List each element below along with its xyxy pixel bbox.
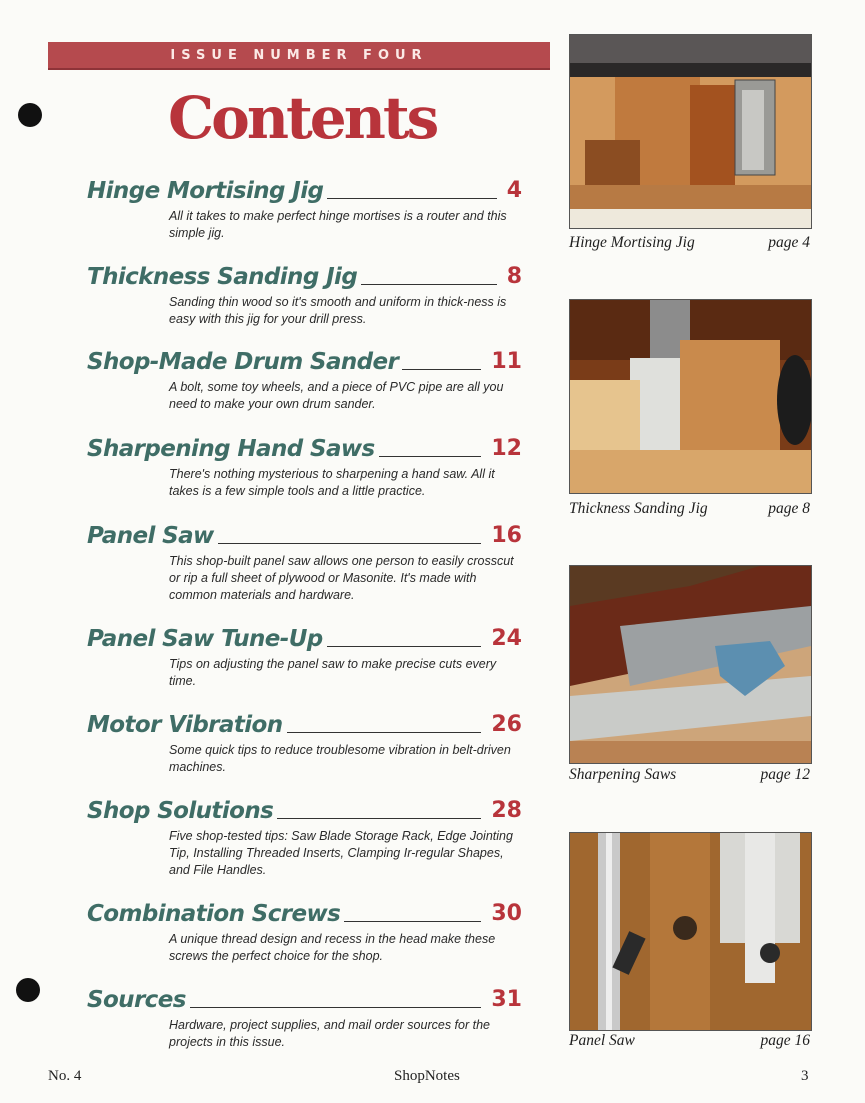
toc-entry-page: 8	[506, 264, 522, 289]
toc-entry-description: A bolt, some toy wheels, and a piece of PVC pipe are all you need to make your own drum sander.	[169, 380, 504, 411]
toc-entry-page: 16	[491, 523, 522, 548]
page-title: Contents	[168, 84, 437, 152]
toc-entry[interactable]	[87, 258, 522, 328]
leader-line	[344, 921, 481, 922]
toc-entry-title: Shop-Made Drum Sander	[87, 349, 399, 375]
photo-sharpening-saws	[569, 565, 812, 764]
toc-entry[interactable]	[87, 172, 522, 242]
binder-hole-top	[18, 103, 42, 127]
toc-entry[interactable]	[87, 981, 522, 1051]
footer-publication: ShopNotes	[394, 1068, 460, 1084]
toc-entry-page: 30	[491, 901, 522, 926]
photo-caption	[569, 500, 810, 518]
toc-entry-description: There's nothing mysterious to sharpening a hand saw. All it takes is a few simple tools and a little practice.	[169, 467, 495, 498]
photo-panel-saw	[569, 832, 812, 1031]
leader-line	[327, 646, 482, 647]
toc-entry[interactable]	[87, 430, 522, 500]
toc-entry-description: This shop-built panel saw allows one person to easily crosscut or rip a full sheet of plywood or Masonite. It's made with common materials and hardware.	[169, 554, 514, 602]
leader-line	[190, 1007, 482, 1008]
toc-entry[interactable]	[87, 517, 522, 604]
photo-caption	[569, 234, 810, 252]
toc-entry-page: 24	[491, 626, 522, 651]
toc-entry[interactable]	[87, 706, 522, 776]
photo-caption-title: Thickness Sanding Jig	[569, 500, 708, 517]
toc-entry-page: 12	[491, 436, 522, 461]
toc-entry[interactable]	[87, 343, 522, 413]
toc-entry-page: 4	[506, 178, 522, 203]
leader-line	[402, 369, 481, 370]
toc-entry-page: 31	[491, 987, 522, 1012]
toc-entry-page: 28	[491, 798, 522, 823]
toc-entry-title: Sharpening Hand Saws	[87, 436, 375, 462]
toc-entry[interactable]	[87, 792, 522, 879]
toc-entry-description: Five shop-tested tips: Saw Blade Storage Rack, Edge Jointing Tip, Installing Threaded Inserts, Clamping Ir-regular Shapes, and File Handles.	[169, 829, 513, 877]
toc-entry-description: Hardware, project supplies, and mail order sources for the projects in this issue.	[169, 1018, 490, 1049]
toc-entry-description: Tips on adjusting the panel saw to make precise cuts every time.	[169, 657, 497, 688]
toc-entry-title: Panel Saw	[87, 523, 214, 549]
toc-entry-title: Motor Vibration	[87, 712, 283, 738]
toc-entry-description: All it takes to make perfect hinge mortises is a router and this simple jig.	[169, 209, 507, 240]
toc-entry-title: Shop Solutions	[87, 798, 274, 824]
toc-entry-page: 26	[491, 712, 522, 737]
toc-entry-title: Combination Screws	[87, 901, 341, 927]
photo-caption-title: Hinge Mortising Jig	[569, 234, 695, 251]
footer-page-number: 3	[801, 1068, 809, 1084]
photo-caption	[569, 766, 810, 784]
leader-line	[218, 543, 482, 544]
toc-entry-title: Thickness Sanding Jig	[87, 264, 358, 290]
photo-caption	[569, 1032, 810, 1050]
photo-caption-title: Panel Saw	[569, 1032, 635, 1049]
toc-entry-title: Hinge Mortising Jig	[87, 178, 324, 204]
leader-line	[287, 732, 482, 733]
toc-entry-description: A unique thread design and recess in the head make these screws the perfect choice for the shop.	[169, 932, 496, 963]
toc-entry[interactable]	[87, 620, 522, 690]
leader-line	[327, 198, 496, 199]
photo-caption-page: page 4	[768, 234, 810, 251]
photo-caption-page: page 16	[760, 1032, 810, 1049]
leader-line	[361, 284, 496, 285]
photo-caption-page: page 8	[768, 500, 810, 517]
toc-entry-title: Sources	[87, 987, 186, 1013]
photo-caption-page: page 12	[760, 766, 810, 783]
toc-entry-description: Sanding thin wood so it's smooth and uniform in thick-ness is easy with this jig for your drill press.	[169, 295, 507, 326]
toc-entry[interactable]	[87, 895, 522, 965]
toc-entry-page: 11	[491, 349, 522, 374]
toc-entry-description: Some quick tips to reduce troublesome vibration in belt-driven machines.	[169, 743, 511, 774]
photo-thickness-sanding-jig	[569, 299, 812, 494]
binder-hole-bottom	[16, 978, 40, 1002]
toc-entry-title: Panel Saw Tune-Up	[87, 626, 323, 652]
footer-issue: No. 4	[48, 1068, 82, 1084]
leader-line	[277, 818, 481, 819]
leader-line	[379, 456, 482, 457]
issue-banner: ISSUE NUMBER FOUR	[48, 42, 550, 70]
photo-hinge-mortising-jig	[569, 34, 812, 229]
photo-caption-title: Sharpening Saws	[569, 766, 677, 783]
